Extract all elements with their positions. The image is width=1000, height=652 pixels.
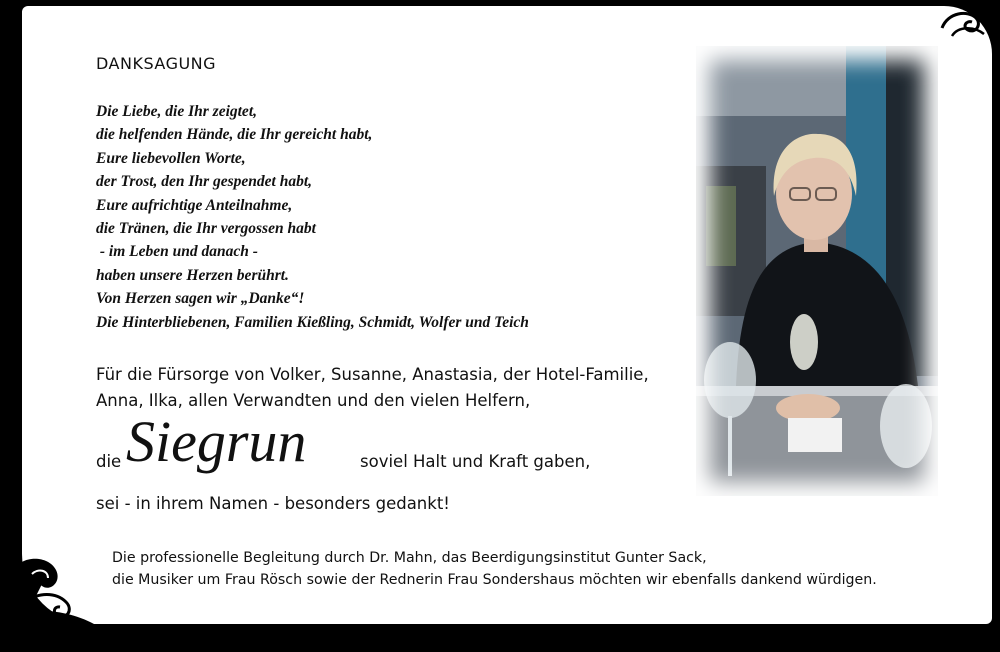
- thanks-paragraph: [96, 362, 716, 414]
- frame-right: [992, 0, 1000, 652]
- footer-acknowledgement: [112, 547, 992, 591]
- poem-line: die helfenden Hände, die Ihr gereicht habt,: [96, 126, 373, 144]
- thanks-line-1: Für die Fürsorge von Volker, Susanne, Anastasia, der Hotel-Familie,: [96, 365, 649, 384]
- corner-ornament-icon: [938, 8, 990, 48]
- footer-line-2: die Musiker um Frau Rösch sowie der Rednerin Frau Sondershaus möchten wir ebenfalls dankend würdigen.: [112, 572, 877, 588]
- portrait-photo: [696, 46, 938, 496]
- thanks-line-2: Anna, Ilka, allen Verwandten und den vielen Helfern,: [96, 391, 531, 410]
- poem-signature: Die Hinterbliebenen, Familien Kießling, Schmidt, Wolfer und Teich: [96, 313, 529, 331]
- footer-line-1: Die professionelle Begleitung durch Dr. Mahn, das Beerdigungsinstitut Gunter Sack,: [112, 550, 707, 566]
- notice-heading: DANKSAGUNG: [96, 54, 217, 73]
- deceased-name: Siegrun: [126, 409, 307, 474]
- name-line: [96, 409, 716, 478]
- name-prefix: die: [96, 452, 122, 471]
- name-suffix: soviel Halt und Kraft gaben,: [360, 452, 591, 471]
- frame-bottom: [0, 624, 1000, 652]
- photo-vignette: [696, 46, 938, 496]
- poem-line: Die Liebe, die Ihr zeigtet,: [96, 103, 257, 120]
- closing-line: sei - in ihrem Namen - besonders gedankt!: [96, 494, 450, 513]
- poem-line: Eure aufrichtige Anteilnahme,: [96, 196, 293, 214]
- poem-line: haben unsere Herzen berührt.: [96, 266, 289, 284]
- corner-ornament-icon: [22, 552, 102, 624]
- poem-line: die Tränen, die Ihr vergossen habt: [96, 220, 316, 238]
- poem-line: Von Herzen sagen wir „Danke“!: [96, 290, 305, 308]
- poem-line: der Trost, den Ihr gespendet habt,: [96, 173, 313, 191]
- poem-line: - im Leben und danach -: [96, 243, 258, 261]
- poem: [96, 100, 696, 334]
- poem-line: Eure liebevollen Worte,: [96, 149, 246, 167]
